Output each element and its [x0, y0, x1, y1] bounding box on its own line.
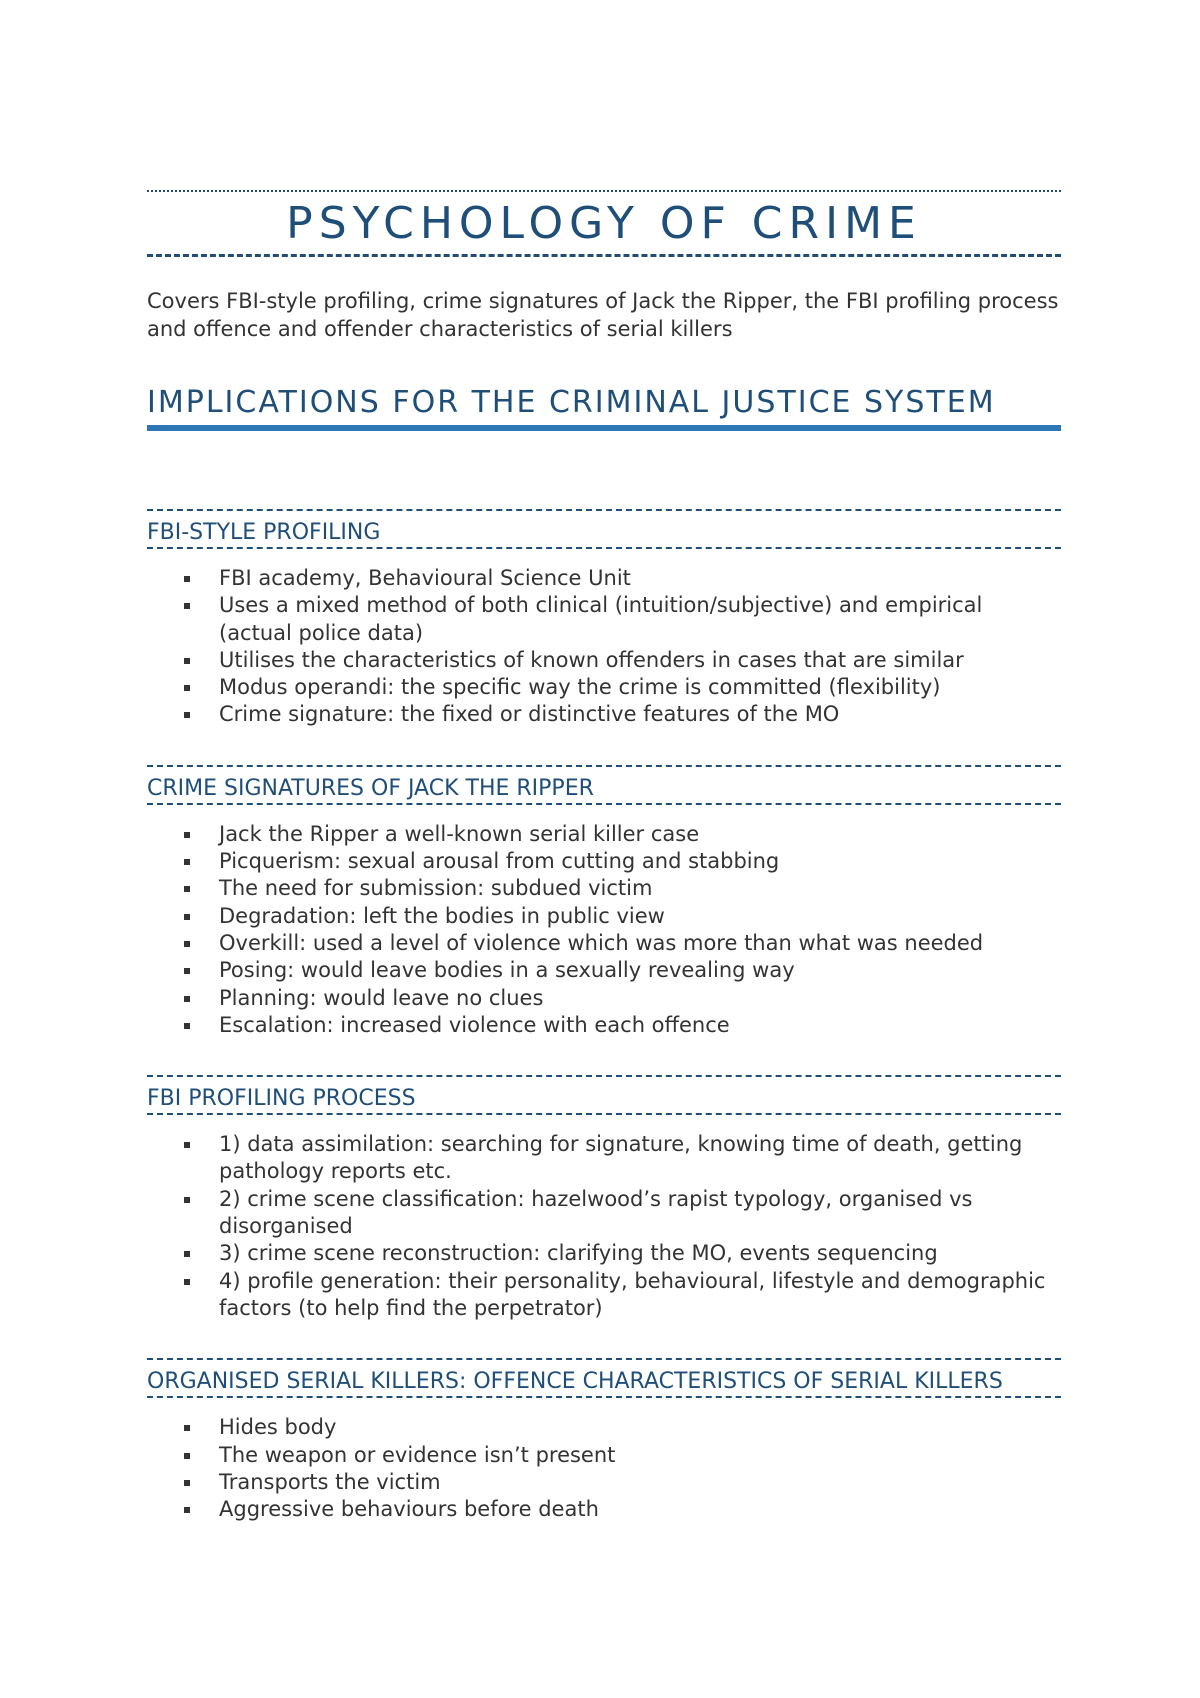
list-item: Uses a mixed method of both clinical (intuition/subjective) and empirical (actual police data) [147, 592, 1061, 647]
section-heading [147, 765, 1061, 805]
list-item: Jack the Ripper a well-known serial killer case [147, 821, 1061, 848]
section-jack-the-ripper [147, 765, 1061, 1039]
bullet-list [147, 565, 1061, 729]
section-heading [147, 1358, 1061, 1398]
heading-implications [147, 383, 1061, 431]
list-item: Crime signature: the fixed or distinctive features of the MO [147, 701, 1061, 728]
list-item: Escalation: increased violence with each offence [147, 1012, 1061, 1039]
list-item: Utilises the characteristics of known offenders in cases that are similar [147, 647, 1061, 674]
list-item: Picquerism: sexual arousal from cutting and stabbing [147, 848, 1061, 875]
list-item: The need for submission: subdued victim [147, 875, 1061, 902]
section-heading-text: FBI PROFILING PROCESS [147, 1086, 416, 1112]
list-item: Degradation: left the bodies in public view [147, 903, 1061, 930]
list-item: Planning: would leave no clues [147, 985, 1061, 1012]
section-organised-serial-killers [147, 1358, 1061, 1523]
section-heading-text: FBI-STYLE PROFILING [147, 520, 381, 545]
list-item: Hides body [147, 1414, 1061, 1441]
section-fbi-style-profiling [147, 509, 1061, 729]
list-item: 1) data assimilation: searching for signature, knowing time of death, getting pathology reports etc. [147, 1131, 1061, 1186]
heading-implications-text: IMPLICATIONS FOR THE CRIMINAL JUSTICE SYSTEM [147, 385, 996, 420]
title-block [147, 190, 1061, 257]
list-item: 3) crime scene reconstruction: clarifying the MO, events sequencing [147, 1240, 1061, 1267]
section-fbi-profiling-process [147, 1075, 1061, 1322]
section-heading-text: ORGANISED SERIAL KILLERS: OFFENCE CHARACTERISTICS OF SERIAL KILLERS [147, 1369, 1003, 1395]
list-item: 2) crime scene classification: hazelwood’s rapist typology, organised vs disorganised [147, 1186, 1061, 1241]
list-item: Modus operandi: the specific way the crime is committed (flexibility) [147, 674, 1061, 701]
list-item: Transports the victim [147, 1469, 1061, 1496]
list-item: Overkill: used a level of violence which was more than what was needed [147, 930, 1061, 957]
bullet-list [147, 1414, 1061, 1523]
document-page [147, 190, 1061, 1523]
section-heading [147, 1075, 1061, 1115]
list-item: 4) profile generation: their personality, behavioural, lifestyle and demographic factors (to help find the perpetrator) [147, 1268, 1061, 1323]
bullet-list [147, 1131, 1061, 1322]
document-title: PSYCHOLOGY OF CRIME [286, 198, 922, 249]
list-item: Aggressive behaviours before death [147, 1496, 1061, 1523]
bullet-list [147, 821, 1061, 1039]
section-heading [147, 509, 1061, 549]
list-item: FBI academy, Behavioural Science Unit [147, 565, 1061, 592]
list-item: The weapon or evidence isn’t present [147, 1442, 1061, 1469]
intro-paragraph: Covers FBI-style profiling, crime signatures of Jack the Ripper, the FBI profiling process and offence and offender characteristics of serial killers [147, 289, 1059, 341]
section-heading-text: CRIME SIGNATURES OF JACK THE RIPPER [147, 775, 594, 801]
list-item: Posing: would leave bodies in a sexually revealing way [147, 957, 1061, 984]
